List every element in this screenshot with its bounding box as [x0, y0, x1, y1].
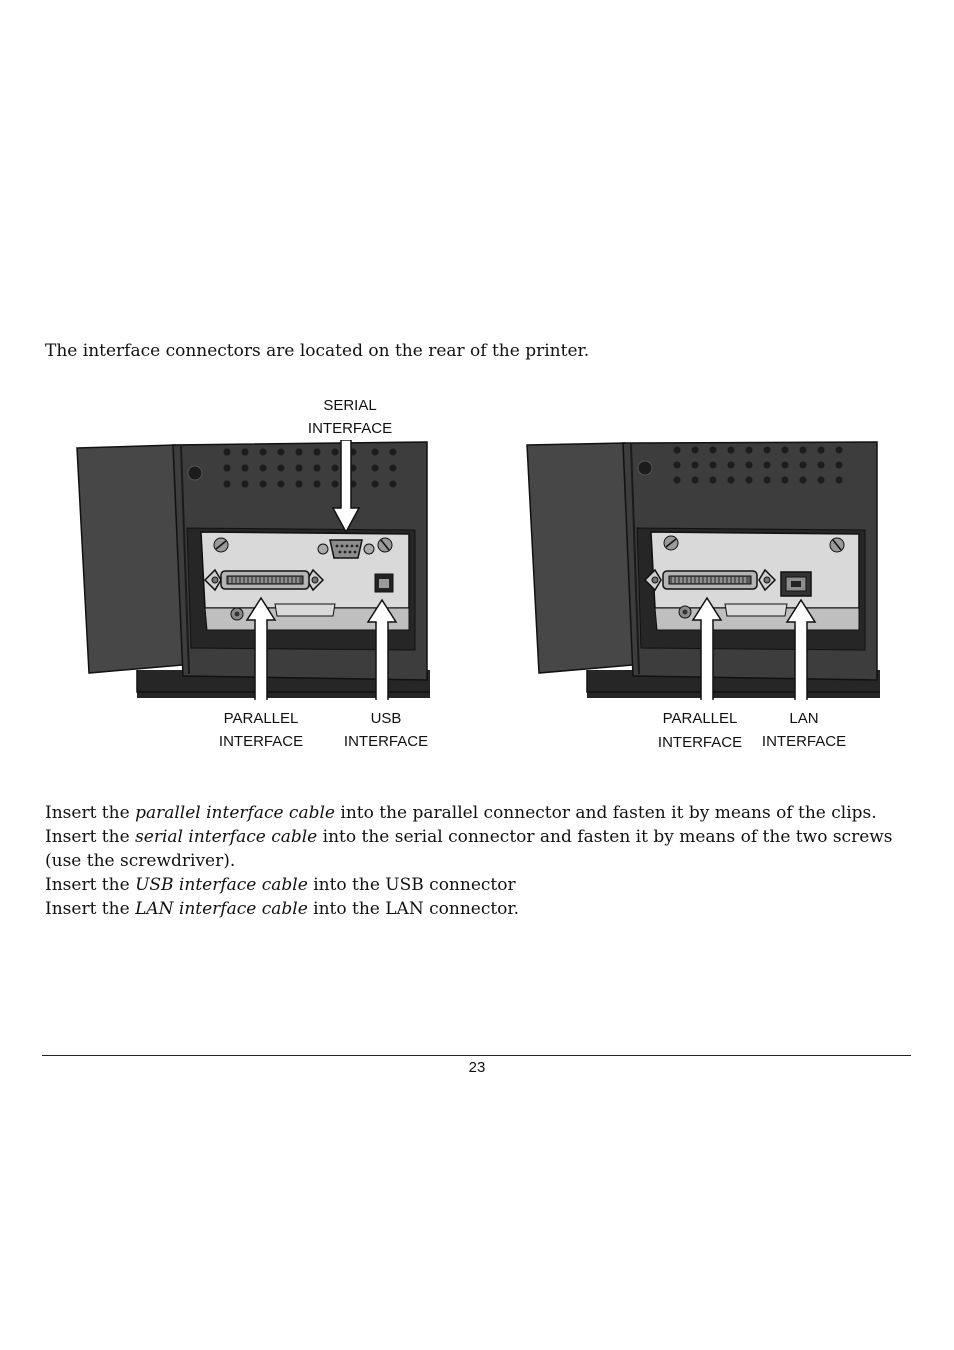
parallel-connector — [645, 570, 775, 590]
instruction-usb: Insert the USB interface cable into the USB connector — [45, 875, 516, 895]
lan-connector — [781, 572, 811, 596]
parallel-connector — [205, 570, 323, 590]
footer-rule — [42, 1055, 911, 1056]
usb-interface-label: USB INTERFACE — [343, 710, 429, 750]
parallel-interface-label-right: PARALLEL INTERFACE — [657, 710, 743, 751]
serial-interface-label: SERIAL INTERFACE — [307, 397, 393, 437]
instruction-parallel: Insert the parallel interface cable into the parallel connector and fasten it by means of the clips. — [45, 803, 877, 823]
usb-connector — [375, 574, 393, 592]
page-number: 23 — [468, 1059, 486, 1076]
intro-text: The interface connectors are located on the rear of the printer. — [45, 341, 590, 361]
lan-interface-label: LAN INTERFACE — [761, 710, 847, 750]
printer-rear-serial-usb-illustration — [75, 440, 435, 700]
printer-rear-lan-illustration — [525, 440, 885, 700]
parallel-interface-label-left: PARALLEL INTERFACE — [218, 710, 304, 750]
instruction-serial: Insert the serial interface cable into the serial connector and fasten it by means of the two screws (use the screwdriver). — [45, 827, 893, 871]
instruction-lan: Insert the LAN interface cable into the LAN connector. — [45, 899, 520, 919]
instructions — [45, 801, 915, 921]
